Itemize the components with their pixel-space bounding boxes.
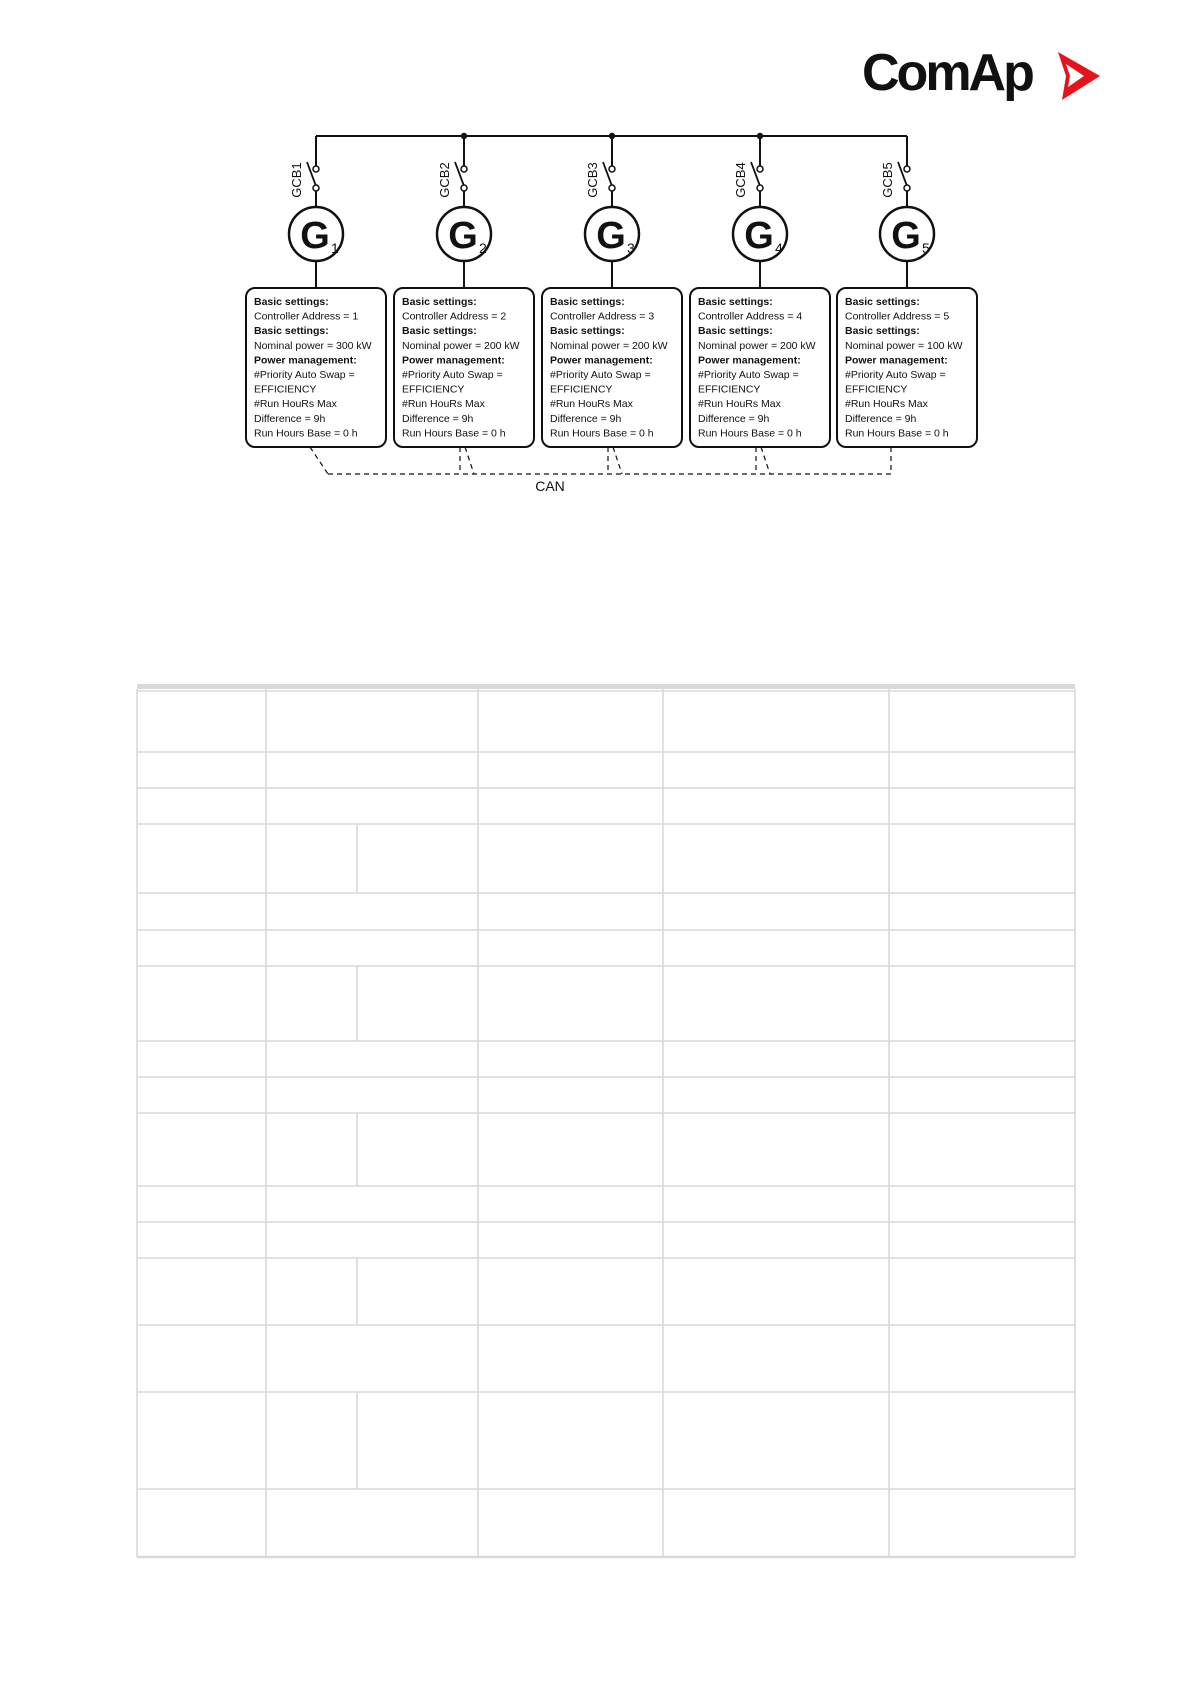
settings-line: Basic settings: — [698, 296, 773, 308]
generator-letter: G — [891, 215, 921, 257]
settings-line: Basic settings: — [254, 296, 329, 308]
settings-line: Basic settings: — [845, 325, 920, 338]
settings-line: #Priority Auto Swap = — [402, 369, 503, 381]
generator-letter: G — [448, 215, 478, 257]
breaker-label: GCB1 — [289, 162, 304, 198]
settings-line: Difference = 9h — [550, 412, 622, 425]
settings-line: #Run HouRs Max — [845, 398, 928, 411]
settings-line: EFFICIENCY — [402, 383, 465, 396]
can-label: CAN — [535, 478, 565, 494]
settings-line: Difference = 9h — [254, 412, 326, 425]
breaker-label: GCB3 — [585, 162, 600, 198]
breaker-label: GCB5 — [880, 162, 895, 198]
settings-line: Run Hours Base = 0 h — [402, 427, 506, 440]
settings-line: Nominal power = 100 kW — [845, 339, 963, 352]
generator-letter: G — [300, 215, 330, 257]
settings-line: #Priority Auto Swap = — [698, 369, 799, 381]
settings-line: #Run HouRs Max — [402, 398, 485, 411]
settings-line: #Run HouRs Max — [550, 398, 633, 411]
settings-line: Controller Address = 2 — [402, 310, 507, 323]
settings-line: Run Hours Base = 0 h — [550, 427, 654, 440]
settings-line: Run Hours Base = 0 h — [845, 427, 949, 440]
generator-index: 4 — [775, 240, 783, 256]
settings-line: #Priority Auto Swap = — [550, 369, 651, 381]
settings-line: Nominal power = 200 kW — [402, 339, 520, 352]
settings-line: Controller Address = 5 — [845, 310, 950, 323]
generator-index: 1 — [331, 240, 339, 256]
settings-line: Basic settings: — [698, 325, 773, 338]
settings-line: Run Hours Base = 0 h — [254, 427, 358, 440]
settings-line: #Run HouRs Max — [254, 398, 337, 411]
generator-index: 3 — [627, 240, 635, 256]
generator-index: 2 — [479, 240, 487, 256]
settings-line: Basic settings: — [845, 296, 920, 308]
settings-line: Nominal power = 200 kW — [698, 339, 816, 352]
settings-line: #Run HouRs Max — [698, 398, 781, 411]
generator-index: 5 — [922, 240, 930, 256]
settings-line: Power management: — [698, 354, 801, 367]
settings-line: EFFICIENCY — [550, 383, 613, 396]
settings-line: Power management: — [254, 354, 357, 367]
settings-line: Controller Address = 1 — [254, 310, 359, 323]
settings-line: Basic settings: — [402, 325, 477, 338]
settings-line: Power management: — [550, 354, 653, 367]
breaker-label: GCB2 — [437, 162, 452, 198]
settings-line: Basic settings: — [254, 325, 329, 338]
settings-line: Nominal power = 300 kW — [254, 339, 372, 352]
generator-letter: G — [596, 215, 626, 257]
settings-line: Controller Address = 4 — [698, 310, 803, 323]
settings-line: Difference = 9h — [402, 412, 474, 425]
settings-line: Basic settings: — [550, 296, 625, 308]
settings-line: Run Hours Base = 0 h — [698, 427, 802, 440]
settings-line: Power management: — [402, 354, 505, 367]
settings-line: Power management: — [845, 354, 948, 367]
settings-line: Nominal power = 200 kW — [550, 339, 668, 352]
comap-logo-wordmark: ComAp — [862, 44, 1032, 102]
settings-line: EFFICIENCY — [698, 383, 761, 396]
settings-line: Basic settings: — [402, 296, 477, 308]
settings-line: Controller Address = 3 — [550, 310, 655, 323]
settings-line: #Priority Auto Swap = — [254, 369, 355, 381]
settings-line: Basic settings: — [550, 325, 625, 338]
settings-line: #Priority Auto Swap = — [845, 369, 946, 381]
settings-line: EFFICIENCY — [845, 383, 908, 396]
generator-letter: G — [744, 215, 774, 257]
table-header-band — [137, 684, 1075, 689]
breaker-label: GCB4 — [733, 162, 748, 198]
settings-line: Difference = 9h — [698, 412, 770, 425]
settings-line: Difference = 9h — [845, 412, 917, 425]
settings-line: EFFICIENCY — [254, 383, 317, 396]
